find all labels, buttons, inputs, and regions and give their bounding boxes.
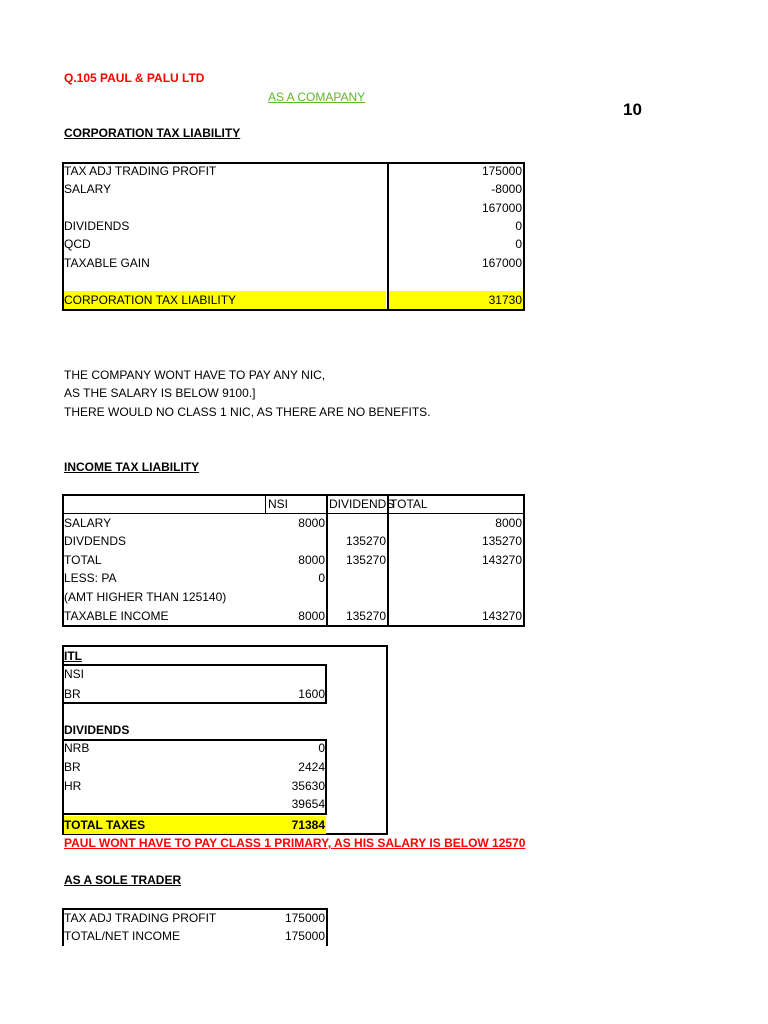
st-row-value: 175000	[284, 911, 325, 925]
st-row-label: TOTAL/NET INCOME	[64, 929, 181, 943]
corp-row-label: DIVIDENDS	[64, 219, 130, 233]
it-row-label: DIVDENDS	[64, 534, 127, 548]
income-tax-col-divider	[326, 494, 328, 627]
it-row-div: 135270	[345, 553, 386, 567]
it-row-label: LESS: PA	[64, 571, 117, 585]
corp-tax-heading: CORPORATION TAX LIABILITY	[64, 126, 241, 140]
col-header-dividends: DIVIDENDS	[329, 497, 395, 511]
col-header-total: TOTAL	[390, 497, 428, 511]
sole-trader-heading: AS A SOLE TRADER	[64, 873, 182, 887]
corp-row-value: 0	[515, 219, 522, 233]
class1-note: PAUL WONT HAVE TO PAY CLASS 1 PRIMARY, AS HIS SALARY IS BELOW 12570	[64, 836, 526, 850]
st-row-label: TAX ADJ TRADING PROFIT	[64, 911, 217, 925]
itl-nsi-label: NSI	[64, 667, 85, 681]
itl-div-value: 2424	[298, 760, 325, 774]
it-row-nsi: 0	[318, 571, 325, 585]
itl-div-label: NRB	[64, 741, 90, 755]
st-row-value: 175000	[284, 929, 325, 943]
it-row-total: 8000	[495, 516, 522, 530]
page-number: 10	[623, 100, 642, 119]
income-tax-heading: INCOME TAX LIABILITY	[64, 460, 200, 474]
corp-row-value: 167000	[481, 201, 522, 215]
it-row-div: 135270	[345, 609, 386, 623]
itl-div-label: HR	[64, 779, 82, 793]
it-row-div: 135270	[345, 534, 386, 548]
itl-heading: ITL	[64, 649, 82, 663]
nic-note-line: THE COMPANY WONT HAVE TO PAY ANY NIC,	[64, 368, 326, 382]
it-row-label: SALARY	[64, 516, 112, 530]
corp-row-value: 175000	[481, 164, 522, 178]
nic-note-line: AS THE SALARY IS BELOW 9100.]	[64, 386, 256, 400]
corp-row-label: TAXABLE GAIN	[64, 256, 150, 270]
income-tax-col-divider-top	[265, 494, 266, 513]
corp-row-value: 167000	[481, 256, 522, 270]
it-row-nsi: 8000	[298, 609, 325, 623]
itl-div-value: 0	[318, 741, 325, 755]
corp-row-label: TAX ADJ TRADING PROFIT	[64, 164, 217, 178]
corp-row-label: SALARY	[64, 182, 112, 196]
it-row-total: 143270	[481, 609, 522, 623]
it-row-label: (AMT HIGHER THAN 125140)	[64, 590, 227, 604]
income-tax-header-line	[62, 513, 525, 514]
it-row-nsi: 8000	[298, 516, 325, 530]
itl-total-label: TOTAL TAXES	[64, 818, 146, 832]
corp-row-value: 0	[515, 237, 522, 251]
income-tax-col-divider	[387, 494, 389, 627]
corp-total-label: CORPORATION TAX LIABILITY	[64, 293, 237, 307]
itl-br-value: 1600	[298, 687, 325, 701]
section-subtitle: AS A COMAPANY	[268, 90, 366, 104]
itl-div-value: 39654	[291, 797, 325, 811]
sole-trader-right-border	[326, 908, 328, 946]
nic-note-line: THERE WOULD NO CLASS 1 NIC, AS THERE ARE NO BENEFITS.	[64, 405, 431, 419]
corp-row-label: QCD	[64, 237, 91, 251]
it-row-total: 135270	[481, 534, 522, 548]
corp-tax-divider	[387, 162, 389, 311]
col-header-nsi: NSI	[268, 497, 289, 511]
question-title: Q.105 PAUL & PALU LTD	[64, 71, 205, 85]
itl-dividends-heading: DIVIDENDS	[64, 723, 130, 737]
itl-total-value: 71384	[291, 818, 325, 832]
it-row-label: TAXABLE INCOME	[64, 609, 169, 623]
it-row-label: TOTAL	[64, 553, 102, 567]
corp-total-value: 31730	[488, 293, 522, 307]
corp-row-value: -8000	[491, 182, 522, 196]
it-row-total: 143270	[481, 553, 522, 567]
itl-br-label: BR	[64, 687, 81, 701]
itl-div-label: BR	[64, 760, 81, 774]
it-row-nsi: 8000	[298, 553, 325, 567]
itl-div-value: 35630	[291, 779, 325, 793]
